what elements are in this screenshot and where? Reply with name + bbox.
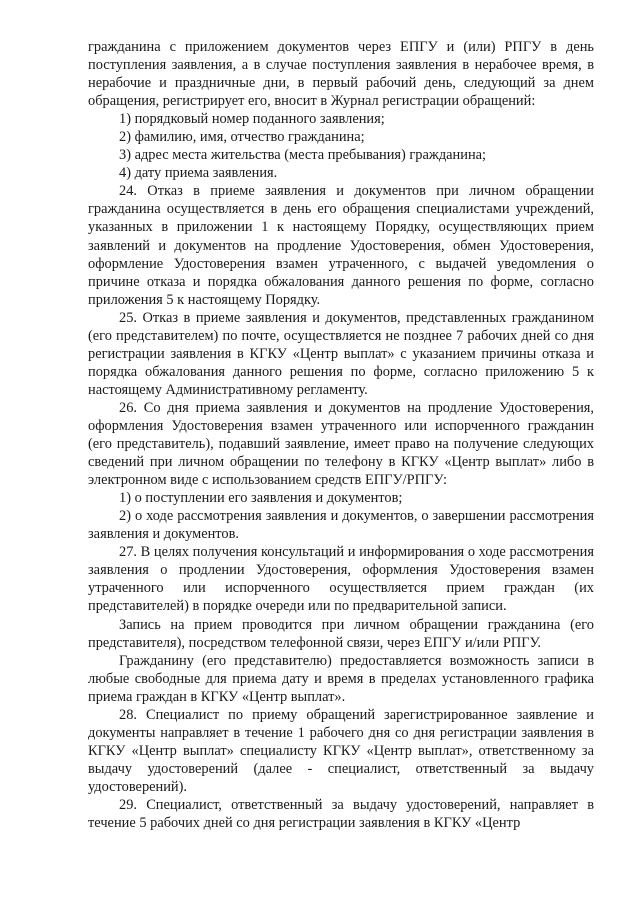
paragraph-26: 26. Со дня приема заявления и документов на продление Удостоверения, оформления Удостоверения взамен утраченного или испорченного гражданин (его представитель), подавший заявление, имеет право на получение следующих сведений при личном обращении по телефону в КГКУ «Центр выплат» либо в электронном виде с использованием средств ЕПГУ/РПГУ: xyxy=(88,399,594,489)
paragraph-26-item-1: 1) о поступлении его заявления и документов; xyxy=(119,490,403,507)
list-item-1: 1) порядковый номер поданного заявления; xyxy=(119,111,385,128)
list-item-3: 3) адрес места жительства (места пребывания) гражданина; xyxy=(119,147,487,164)
list-item-4: 4) дату приема заявления. xyxy=(119,165,278,182)
list-item-2: 2) фамилию, имя, отчество гражданина; xyxy=(119,129,365,146)
document-body xyxy=(88,38,594,832)
paragraph-29: 29. Специалист, ответственный за выдачу удостоверений, направляет в течение 5 рабочих дней со дня регистрации заявления в КГКУ «Центр xyxy=(88,796,594,832)
paragraph-continuation: гражданина с приложением документов через ЕПГУ и (или) РПГУ в день поступления заявления, а в случае поступления заявления в нерабочее время, в нерабочие и праздничные дни, в первый рабочий день, следующий за днем обращения, регистрирует его, вносит в Журнал регистрации обращений: xyxy=(88,39,594,110)
paragraph-27: 27. В целях получения консультаций и информирования о ходе рассмотрения заявления о продлении Удостоверения, оформления Удостоверения взамен утраченного или испорченного осуществляется прием граждан (их представителей) в порядке очереди или по предварительной записи. xyxy=(88,544,594,615)
paragraph-25: 25. Отказ в приеме заявления и документов, представленных гражданином (его представителем) по почте, осуществляется не позднее 7 рабочих дней со дня регистрации заявления в КГКУ «Центр выплат» с указанием причины отказа и порядка обжалования данного решения по форме, согласно приложению 5 к настоящему Административному регламенту. xyxy=(88,309,594,398)
paragraph-26-item-2: 2) о ходе рассмотрения заявления и документов, о завершении рассмотрения заявления и документов. xyxy=(88,508,594,543)
paragraph-24: 24. Отказ в приеме заявления и документов при личном обращении гражданина осуществляется в день его обращения специалистами учреждений, указанных в приложении 1 к настоящему Порядку, осуществляющих прием заявлений и документов на продление Удостоверения, обмен Удостоверения, оформление Удостоверения взамен утраченного, с выдачей уведомления о причине отказа и порядка обжалования данного решения по форме, согласно приложения 5 к настоящему Порядку. xyxy=(88,183,594,308)
paragraph-27-appointment: Запись на прием проводится при личном обращении гражданина (его представителя), посредством телефонной связи, через ЕПГУ и/или РПГУ. xyxy=(88,616,594,651)
paragraph-28: 28. Специалист по приему обращений зарегистрированное заявление и документы направляет в течение 1 рабочего дня со дня регистрации заявления в КГКУ «Центр выплат» специалисту КГКУ «Центр выплат», ответственному за выдачу удостоверений (далее - специалист, ответственный за выдачу удостоверений). xyxy=(88,706,594,795)
paragraph-27-schedule: Гражданину (его представителю) предоставляется возможность записи в любые свободные для приема дату и время в пределах установленного графика приема граждан в КГКУ «Центр выплат». xyxy=(88,652,594,705)
